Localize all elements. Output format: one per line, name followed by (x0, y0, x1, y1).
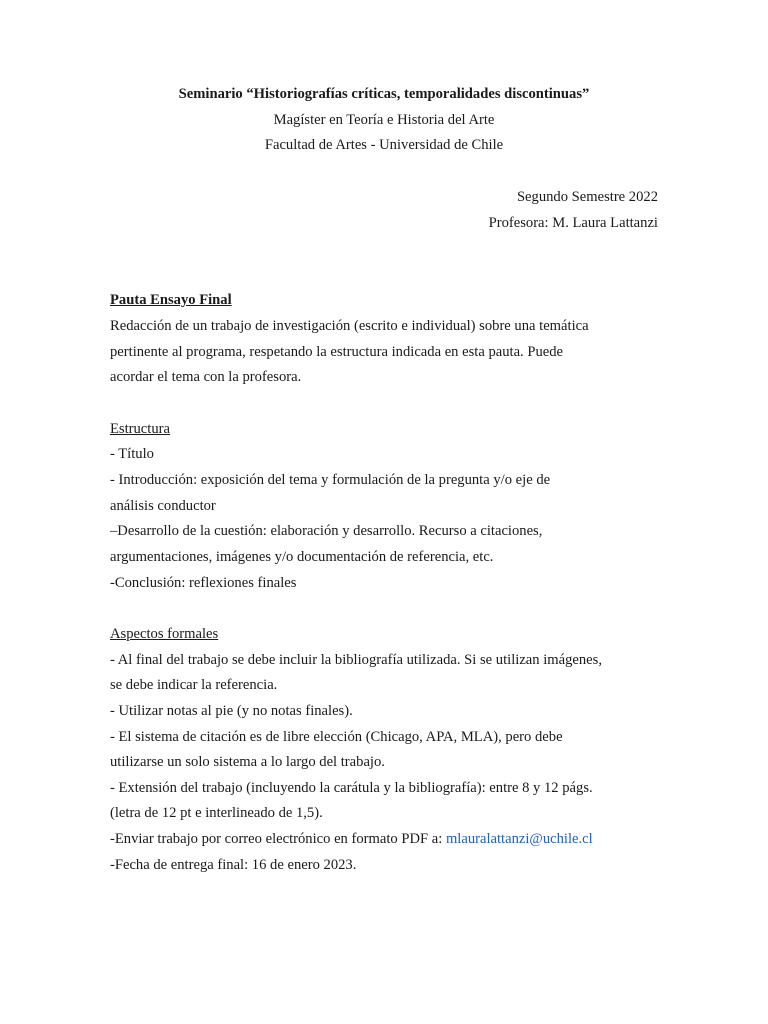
program-name: Magíster en Teoría e Historia del Arte (273, 112, 495, 128)
faculty-name: Facultad de Artes - Universidad de Chile (264, 137, 504, 153)
estructura-line: –Desarrollo de la cuestión: elaboración y desarrollo. Recurso a citaciones, (110, 523, 543, 539)
pauta-line: pertinente al programa, respetando la estructura indicada en esta pauta. Puede (110, 344, 564, 360)
email-line (110, 831, 593, 848)
professor-label: Profesora: M. Laura Lattanzi (488, 215, 658, 231)
pauta-line: Redacción de un trabajo de investigación (escrito e individual) sobre una temática (110, 318, 589, 334)
aspectos-heading: Aspectos formales (110, 626, 219, 642)
aspectos-line: utilizarse un solo sistema a lo largo del trabajo. (110, 754, 385, 770)
seminar-title: Seminario “Historiografías críticas, temporalidades discontinuas” (178, 86, 590, 102)
aspectos-line: - Utilizar notas al pie (y no notas finales). (110, 703, 353, 719)
estructura-line: análisis conductor (110, 498, 216, 514)
aspectos-line: - El sistema de citación es de libre elección (Chicago, APA, MLA), pero debe (110, 729, 563, 745)
aspectos-line: (letra de 12 pt e interlineado de 1,5). (110, 805, 323, 821)
aspectos-line: - Al final del trabajo se debe incluir la bibliografía utilizada. Si se utilizan imágenes, (110, 652, 602, 668)
estructura-line: argumentaciones, imágenes y/o documentación de referencia, etc. (110, 549, 494, 565)
estructura-line: - Título (110, 446, 154, 462)
email-link[interactable]: mlauralattanzi@uchile.cl (445, 831, 593, 847)
pauta-line: acordar el tema con la profesora. (110, 369, 302, 385)
aspectos-line: - Extensión del trabajo (incluyendo la carátula y la bibliografía): entre 8 y 12 págs. (110, 780, 593, 796)
deadline-line: -Fecha de entrega final: 16 de enero 2023. (110, 857, 357, 873)
email-prefix: -Enviar trabajo por correo electrónico en formato PDF a: (110, 831, 446, 847)
estructura-line: -Conclusión: reflexiones finales (110, 575, 297, 591)
estructura-line: - Introducción: exposición del tema y formulación de la pregunta y/o eje de (110, 472, 551, 488)
pauta-heading: Pauta Ensayo Final (110, 292, 232, 308)
semester-label: Segundo Semestre 2022 (516, 189, 658, 205)
estructura-heading: Estructura (110, 421, 170, 437)
aspectos-line: se debe indicar la referencia. (110, 677, 278, 693)
